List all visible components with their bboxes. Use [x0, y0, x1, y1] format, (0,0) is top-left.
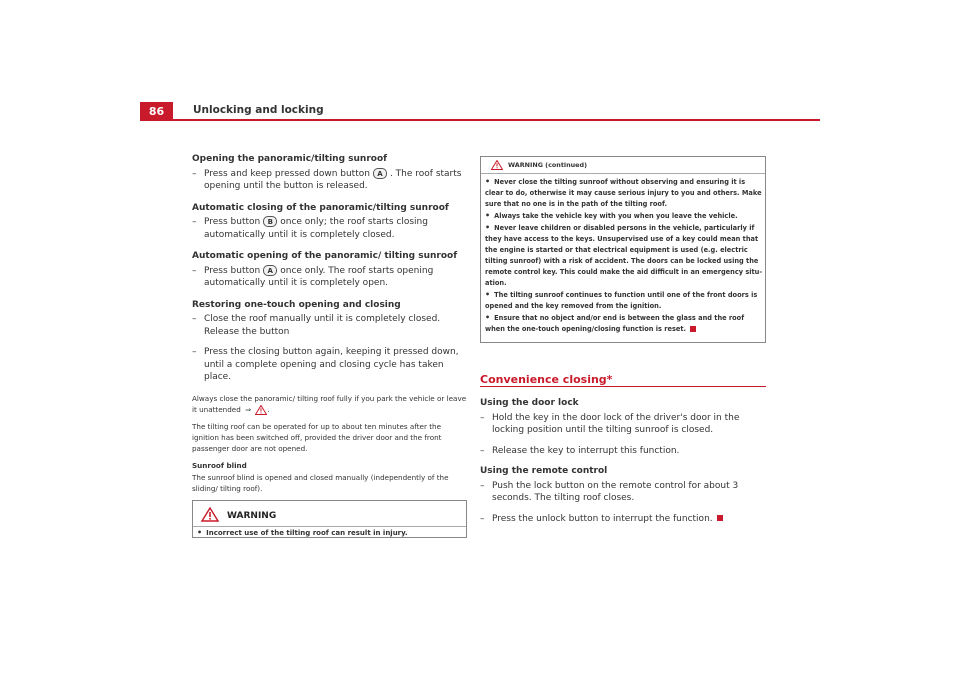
- bullet-icon: [485, 224, 494, 232]
- header-rule: [140, 119, 820, 121]
- warning-continued-divider: [481, 173, 765, 174]
- restoring-heading: Restoring one-touch opening and closing: [192, 299, 401, 310]
- warning-item-text: Never close the tilting sunroof without observing and ensuring it is clear to do, otherwise it may cause serious injury to you and others. Make sure that no one is in the path of the tilting roof.: [485, 178, 762, 208]
- opening-heading: Opening the panoramic/tilting sunroof: [192, 154, 388, 164]
- warning-divider: [193, 526, 466, 527]
- note-close-roof: [192, 393, 468, 415]
- end-of-section-icon: [717, 515, 723, 521]
- warning-continued-list: [485, 176, 763, 335]
- warning-item-text: Never leave children or disabled persons in the vehicle, particularly if they have access to the keys. Unsupervised use of a key could mean that the engine is started or that electrical equipment is used (e.g. electric tilting sunroof) with a risk of accident. The doors can be locked using the remote control key. This could make the aid difficult in an emergency situ-ation.: [485, 224, 763, 287]
- bullet-icon: [197, 529, 206, 537]
- warning-box: [192, 500, 467, 538]
- door-lock-step-2: – Release the key to interrupt this function.: [480, 445, 770, 458]
- left-column: [192, 153, 468, 500]
- convenience-closing-body: [480, 397, 770, 525]
- warning-item: [485, 312, 763, 335]
- warning-item-text: Ensure that no object and/or end is between the glass and the roof when the one-touch opening/closing function is reset.: [485, 314, 745, 333]
- note-close-roof-text: Always close the panoramic/ tilting roof fully if you park the vehicle or leave it unattended: [192, 393, 467, 414]
- auto-opening-section: [192, 250, 468, 290]
- warning-title: WARNING: [227, 511, 277, 521]
- note-ignition: The tilting roof can be operated for up to about ten minutes after the ignition has been switched off, provided the driver door and the front passenger door are not opened.: [192, 421, 442, 453]
- bullet-icon: [485, 178, 494, 186]
- warning-continued-title: WARNING (continued): [508, 161, 587, 169]
- auto-opening-heading: Automatic opening of the panoramic/ tilting sunroof: [192, 251, 458, 261]
- reference-arrow: ⇒: [245, 404, 252, 414]
- running-head-title: Unlocking and locking: [193, 104, 324, 116]
- auto-closing-section: [192, 202, 468, 242]
- opening-section: [192, 153, 468, 193]
- page-number: 86: [140, 102, 173, 120]
- restoring-step-2: – Press the closing button again, keeping it pressed down, until a complete opening and closing cycle has taken place.: [192, 346, 468, 384]
- auto-closing-heading: Automatic closing of the panoramic/tilting sunroof: [192, 202, 449, 213]
- warning-triangle-icon: [201, 507, 219, 522]
- opening-step: [192, 168, 468, 193]
- end-of-section-icon: [690, 326, 696, 332]
- warning-triangle-icon: [491, 160, 503, 170]
- warning-item: [485, 176, 763, 210]
- warning-continued-box: [480, 156, 766, 343]
- convenience-closing-rule: [480, 386, 766, 387]
- bullet-icon: [485, 291, 494, 299]
- sunroof-blind-heading: Sunroof blind: [192, 460, 247, 470]
- opening-step-pre: Press and keep pressed down button: [204, 168, 370, 179]
- warning-item: [485, 210, 763, 222]
- button-a-symbol: A: [263, 265, 277, 276]
- note-close-roof-end: .: [267, 404, 270, 414]
- warning-item: [485, 222, 763, 289]
- remote-control-heading: Using the remote control: [480, 466, 608, 476]
- remote-control-step-2: [480, 513, 770, 526]
- remote-control-step-2-text: Press the unlock button to interrupt the function.: [492, 513, 713, 524]
- auto-closing-step: [192, 216, 468, 241]
- warning-item-text: The tilting sunroof continues to function until one of the front doors is opened and the key removed from the ignition.: [485, 291, 758, 310]
- warning-triangle-icon: [255, 404, 270, 415]
- warning-item: [197, 528, 408, 537]
- restoring-step-1: – Close the roof manually until it is completely closed. Release the button: [192, 313, 468, 338]
- auto-closing-step-pre: Press button: [204, 217, 261, 227]
- door-lock-heading: Using the door lock: [480, 398, 579, 408]
- sunroof-blind-text: The sunroof blind is opened and closed manually (independently of the sliding/ tilting roof).: [192, 473, 449, 493]
- bullet-icon: [485, 212, 494, 220]
- warning-item-text: Always take the vehicle key with you when you leave the vehicle.: [494, 212, 738, 220]
- opening-step-post: . The roof starts opening until the button is released.: [204, 168, 462, 191]
- bullet-icon: [485, 314, 494, 322]
- remote-control-step-1: – Push the lock button on the remote control for about 3 seconds. The tilting roof closes.: [480, 480, 770, 505]
- restoring-section: [192, 299, 468, 384]
- convenience-closing-heading: Convenience closing*: [480, 373, 613, 386]
- auto-opening-step: [192, 265, 468, 290]
- warning-item: [485, 289, 763, 312]
- button-b-symbol: B: [263, 216, 277, 227]
- auto-opening-step-pre: Press button: [204, 265, 261, 276]
- door-lock-step-1: – Hold the key in the door lock of the driver's door in the locking position until the tilting sunroof is closed.: [480, 412, 770, 437]
- auto-closing-step-post: once only; the roof starts closing automatically until it is completely closed.: [204, 217, 428, 240]
- auto-opening-step-post: once only. The roof starts opening automatically until it is completely open.: [204, 265, 434, 288]
- warning-item-text: Incorrect use of the tilting roof can result in injury.: [206, 529, 408, 537]
- button-a-symbol: A: [373, 168, 387, 179]
